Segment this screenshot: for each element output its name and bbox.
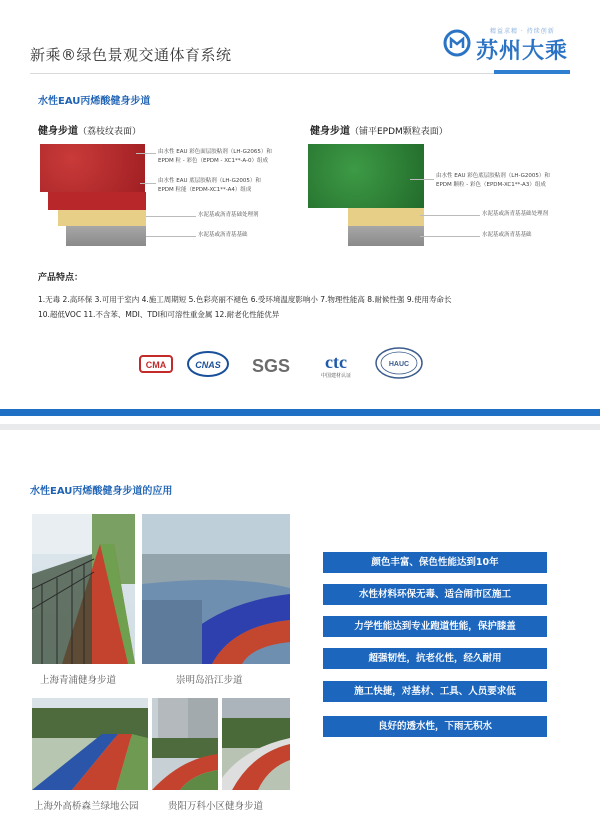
svg-text:HAUC: HAUC: [388, 361, 410, 368]
svg-text:中国建材认证: 中国建材认证: [320, 373, 352, 379]
photo-chongming: [142, 514, 290, 664]
application-title: 水性EAU丙烯酸健身步道的应用: [30, 486, 173, 497]
sgs-cert-icon: [244, 350, 298, 378]
left-product-title: 健身步道（荔枝纹表面）: [38, 126, 142, 137]
left-layer-swatch: [36, 144, 148, 254]
benefit-4: 超强韧性，抗老化性，经久耐用: [323, 648, 547, 669]
caption-qingpu: 上海青浦健身步道: [40, 675, 117, 686]
right-layer-label-4: 水泥基或沥青基基础: [482, 232, 532, 238]
logo-text: 苏州大乘: [476, 39, 569, 64]
features-line-2: 10.超低VOC 11.不含苯、MDI、TDI和可溶性重金属 12.耐老化性能优异: [38, 310, 280, 319]
right-concrete-layer: [348, 226, 424, 246]
logo-tagline: 精益求精 · 持续创新: [490, 28, 555, 35]
header-divider: [30, 73, 568, 74]
photo-guiyang-1: [152, 698, 218, 790]
green-top-layer: [308, 144, 424, 208]
brand-title: 新乘®绿色景观交通体育系统: [30, 46, 232, 64]
logo-mark-icon: [442, 28, 472, 58]
concrete-layer: [66, 226, 146, 246]
svg-text:CNAS: CNAS: [195, 360, 221, 370]
photo-guiyang-2: [222, 698, 290, 790]
red-top-layer: [40, 144, 145, 192]
right-layer-swatch: [306, 144, 426, 254]
svg-text:CMA: CMA: [145, 360, 167, 370]
company-logo: [442, 26, 572, 66]
benefit-1: 颜色丰富、保色性能达到10年: [323, 552, 547, 573]
cma-cert-icon: [138, 350, 174, 378]
left-layer-label-5: 水泥基或沥青基础处理剂: [198, 212, 259, 218]
right-product-subtitle: （铺平EPDM颗粒表面）: [350, 127, 448, 137]
hauc-cert-icon: [374, 346, 424, 380]
application-page: [0, 430, 600, 825]
benefit-3: 力学性能达到专业跑道性能，保护膝盖: [323, 616, 547, 637]
photo-qingpu: [32, 514, 135, 664]
footer-bar: [0, 409, 600, 416]
left-layer-label-6: 水泥基或沥青基基础: [198, 232, 248, 238]
caption-chongming: 崇明岛沿江步道: [176, 675, 243, 686]
caption-waigaoqiao: 上海外高桥森兰绿地公园: [34, 801, 139, 812]
svg-text:ctc: ctc: [325, 352, 347, 372]
left-layer-label-1: 由水性 EAU 彩色面层胶粘剂（LH-G2065）和: [158, 149, 272, 155]
benefit-5: 施工快捷，对基材、工具、人员要求低: [323, 681, 547, 702]
cnas-cert-icon: [186, 350, 230, 378]
right-primer-layer: [348, 208, 424, 226]
right-product-title: 健身步道（铺平EPDM颗粒表面）: [310, 126, 448, 137]
ctc-cert-icon: [312, 350, 360, 378]
photo-waigaoqiao: [32, 698, 148, 790]
section-title: 水性EAU丙烯酸健身步道: [38, 96, 151, 107]
caption-guiyang: 贵阳万科小区健身步道: [168, 801, 264, 812]
header-accent: [494, 70, 570, 74]
left-layer-label-2: EPDM 粒 - 彩色（EPDM - XC1**-A-0）组成: [158, 158, 268, 164]
right-layer-label-2: EPDM 颗粒 - 彩色（EPDM-XC1**-A3）组成: [436, 182, 546, 188]
right-layer-label-1: 由水性 EAU 彩色底层胶粘剂（LH-G2005）和: [436, 173, 550, 179]
benefit-6: 良好的透水性，下雨无积水: [323, 716, 547, 737]
svg-text:SGS: SGS: [251, 356, 291, 376]
primer-layer: [58, 210, 146, 226]
benefit-2: 水性材料环保无毒、适合闹市区施工: [323, 584, 547, 605]
left-layer-label-4: EPDM 粒能（EPDM-XC1**-A4）组成: [158, 187, 252, 193]
red-base-layer: [48, 192, 146, 210]
features-line-1: 1.无毒 2.高环保 3.可用于室内 4.施工周期短 5.色彩亮丽不褪色 6.受环境温度影响小 7.物理性能高 8.耐候性强 9.使用寿命长: [38, 295, 452, 304]
right-layer-label-3: 水泥基或沥青基基础处理剂: [482, 211, 549, 217]
features-heading: 产品特点：: [38, 273, 84, 283]
left-layer-label-3: 由水性 EAU 底层胶粘剂（LH-G2005）和: [158, 178, 261, 184]
left-product-subtitle: （荔枝纹表面）: [78, 127, 142, 137]
